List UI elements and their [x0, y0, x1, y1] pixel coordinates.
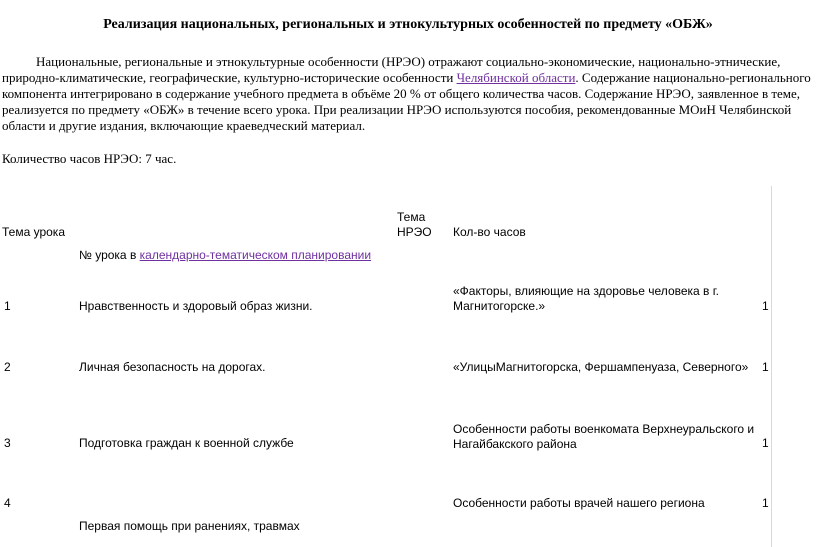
row-1-number: 1 — [4, 299, 11, 313]
row-2-topic: Личная безопасность на дорогах. — [79, 360, 266, 374]
row-3-topic: Подготовка граждан к военной службе — [79, 436, 294, 450]
row-4-number: 4 — [4, 496, 11, 510]
header-hours: Кол-во часов — [453, 225, 526, 239]
row-2-number: 2 — [4, 360, 11, 374]
lesson-number-prefix: № урока в — [79, 248, 140, 262]
hours-line: Количество часов НРЭО: 7 час. — [2, 151, 177, 166]
row-4-hours: 1 — [762, 496, 769, 510]
row-3-hours: 1 — [762, 436, 769, 450]
row-1-topic: Нравственность и здоровый образ жизни. — [79, 299, 313, 313]
row-4-topic: Первая помощь при ранениях, травмах — [79, 519, 300, 533]
row-4-nreo-line1: Особенности работы врачей нашего региона — [453, 496, 705, 510]
row-2-nreo-line1: «УлицыМагнитогорска, Фершампенуаза, Северного» — [453, 360, 749, 374]
row-2-hours: 1 — [762, 360, 769, 374]
row-1-nreo-line2: Магнитогорске.» — [453, 299, 546, 313]
paragraph-text-end: . Содержание национально-регионального компонента интегрировано в содержание учебного предмета в объёме 20 % от общего количества часов. Содержание НРЭО, заявленное в теме, реализуется по предмету «ОБЖ» в течение всего урока. При реализации НРЭО используются пособия, рекомендованные МОиН Челябинской области и другие издания, включающие краеведческий материал. — [2, 70, 811, 133]
row-3-nreo-line1: Особенности работы военкомата Верхнеуральского и — [453, 422, 755, 436]
row-1-nreo-line1: «Факторы, влияющие на здоровье человека в г. — [453, 284, 720, 298]
document-title: Реализация национальных, региональных и этнокультурных особенностей по предмету «ОБЖ» — [103, 17, 713, 32]
header-topic: Тема урока — [2, 225, 65, 239]
header-lesson-number — [79, 247, 371, 263]
calendar-plan-link[interactable]: календарно-тематическом планировании — [139, 248, 372, 262]
paragraph-text-start: Национальные, региональные и этнокультурные особенности (НРЭО) отражают социально-экономические, национально-этнические, природно-климатические, географические, культурно-исторические особенности — [2, 54, 781, 85]
header-nreo-line1: Тема — [397, 210, 426, 224]
row-3-number: 3 — [4, 436, 11, 450]
intro-paragraph — [2, 54, 812, 134]
header-nreo-line2: НРЭО — [397, 225, 432, 239]
lessons-table — [0, 186, 816, 547]
row-3-nreo-line2: Нагайбакского района — [453, 437, 577, 451]
table-border-right — [771, 186, 772, 547]
row-1-hours: 1 — [762, 299, 769, 313]
chelyabinsk-link[interactable]: Челябинской области — [456, 70, 576, 85]
